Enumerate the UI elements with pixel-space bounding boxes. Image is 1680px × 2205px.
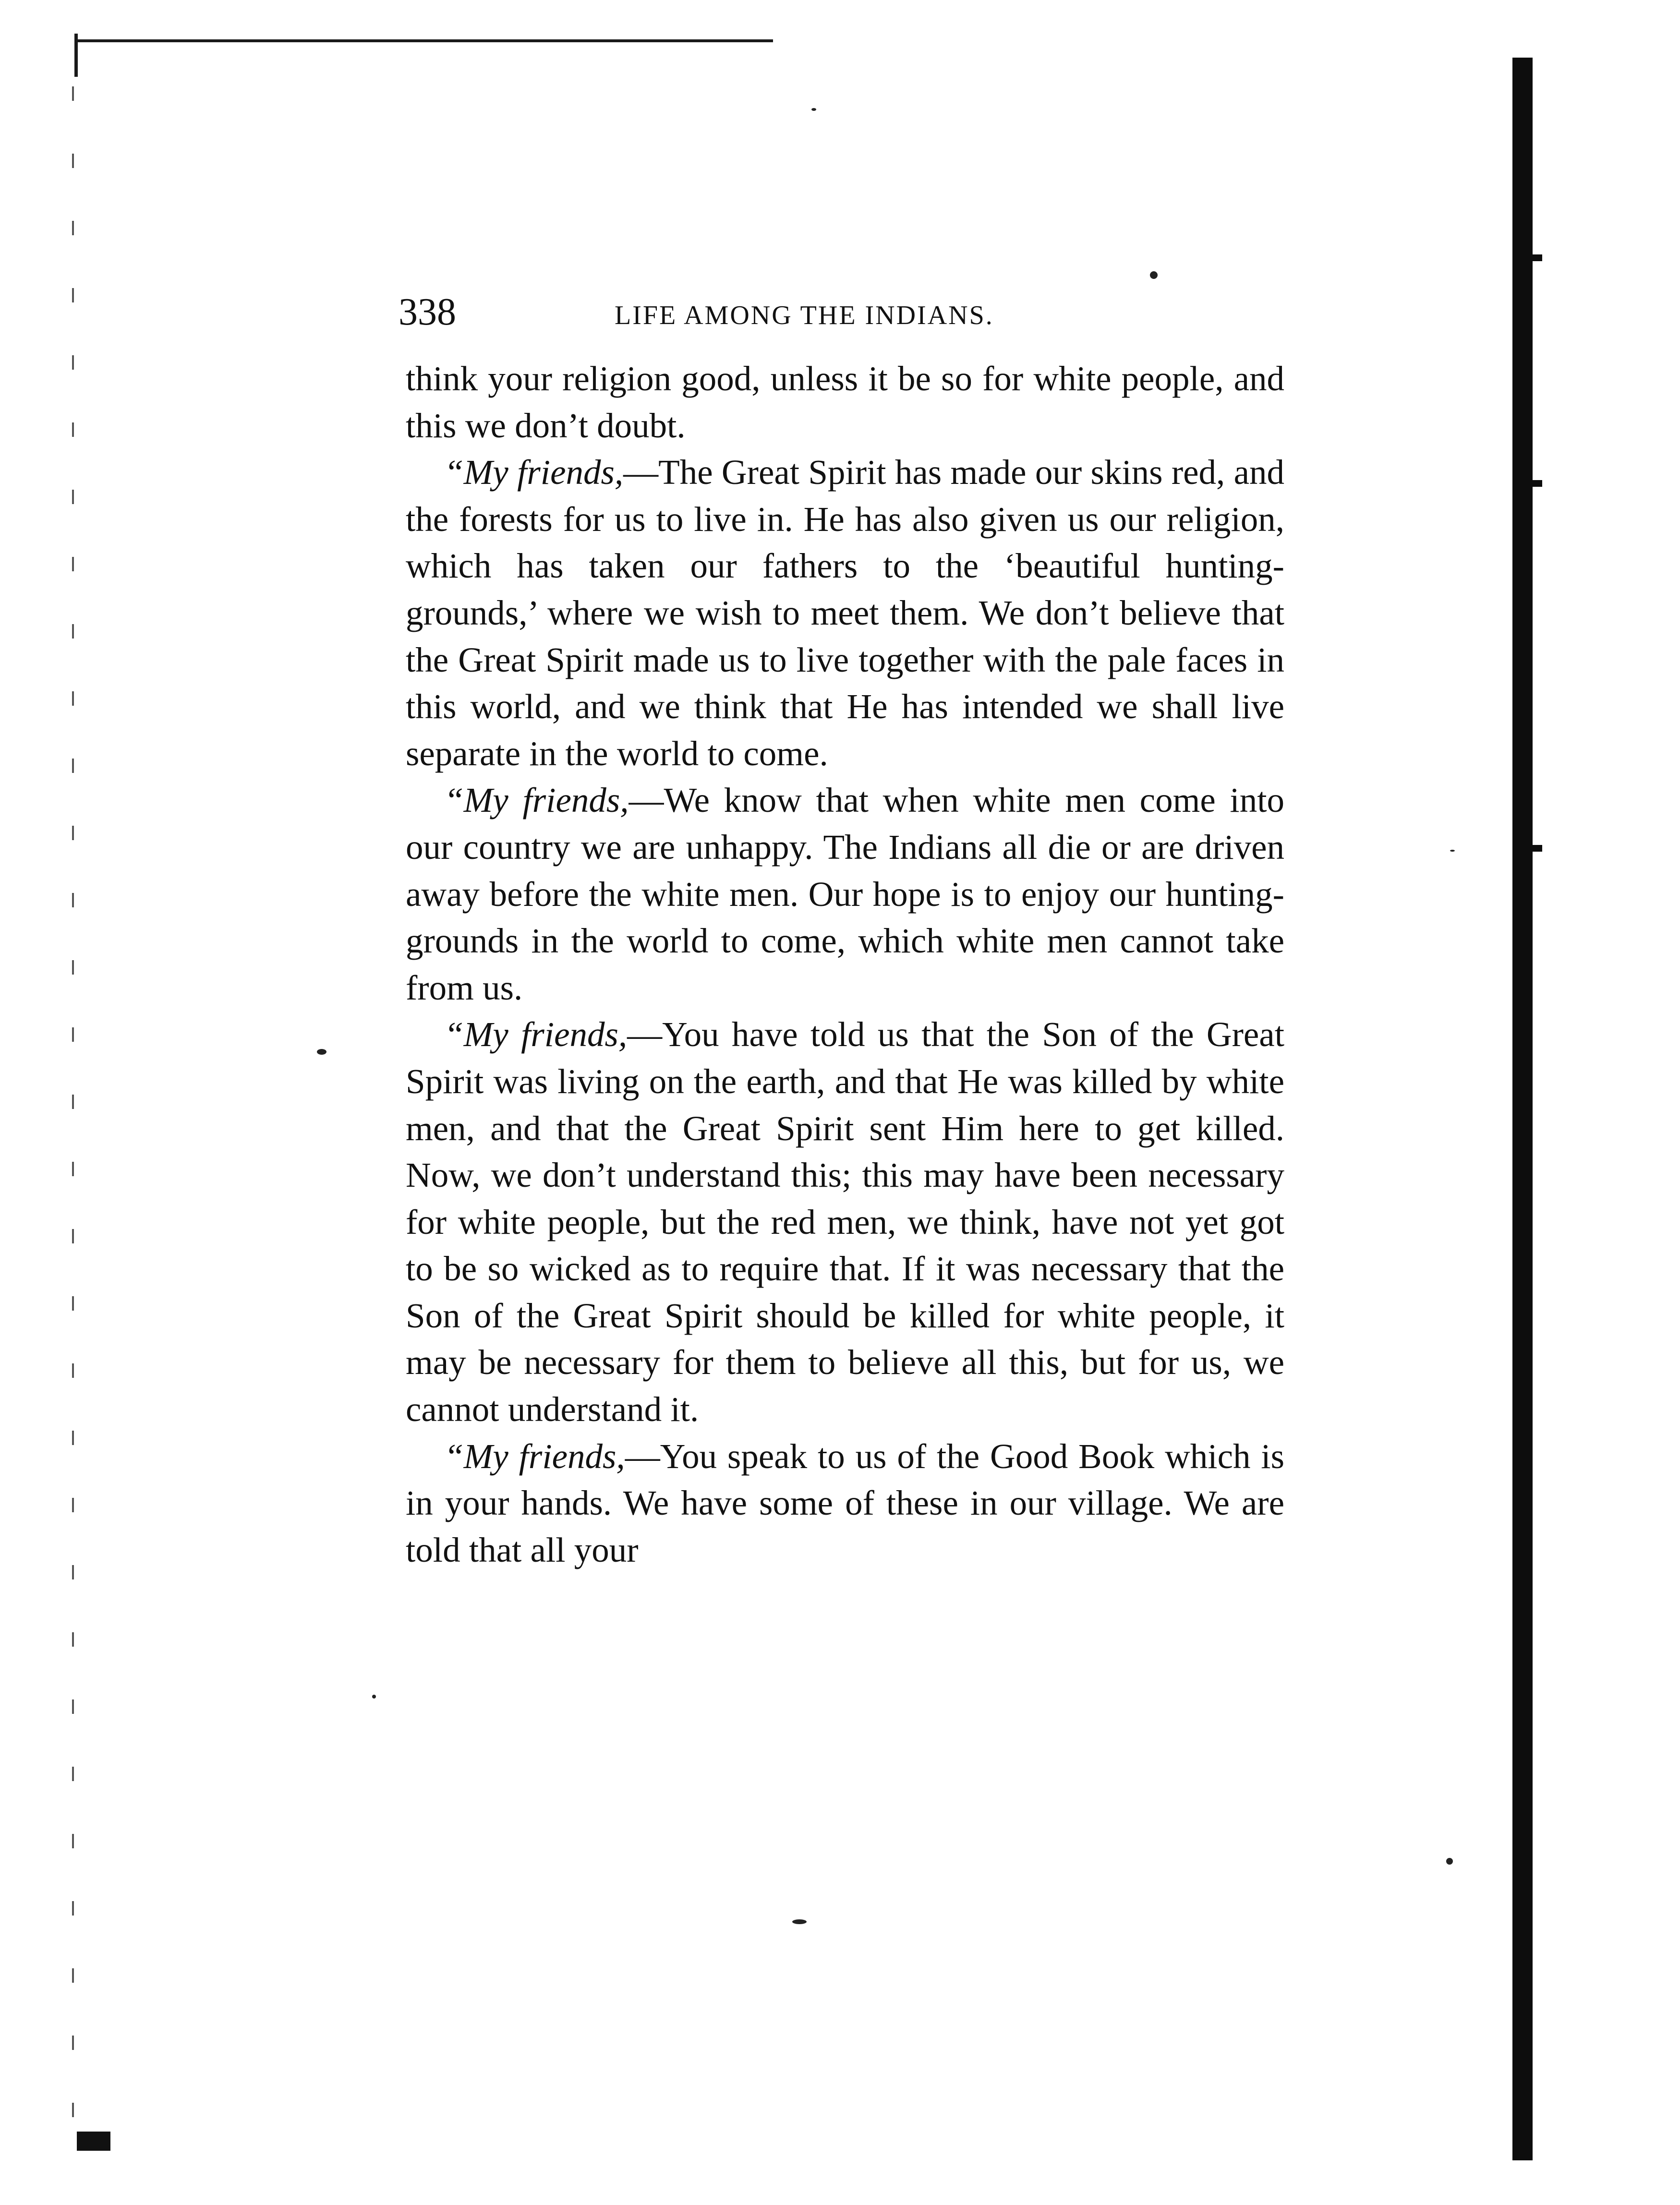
scan-speck (317, 1049, 326, 1055)
paragraph-text: —The Great Spirit has made our skins red, and the forests for us to live in. He has also given us our religion, which has taken our fathers to the ‘beautiful hunting-grounds,’ where we wish to meet them. We don’t believe that the Great Spirit made us to live together with the pale faces in this world, and we think that He has intended we shall live separate in the world to come. (406, 453, 1284, 773)
scan-left-edge (72, 86, 74, 2132)
paragraph-salutation: “My friends, (444, 453, 624, 492)
scan-right-notch (1532, 254, 1542, 261)
scan-right-edge-bar (1512, 58, 1533, 2160)
paragraph-salutation: “My friends, (444, 781, 629, 820)
scan-right-notch (1532, 480, 1542, 487)
paragraph (406, 449, 1284, 777)
scan-left-corner (74, 34, 78, 77)
running-header (399, 288, 1287, 346)
body-text (406, 355, 1284, 1573)
paragraph (406, 777, 1284, 1011)
scan-bottom-left-mark (77, 2132, 110, 2151)
running-head-title: LIFE AMONG THE INDIANS. (615, 301, 994, 330)
paragraph (406, 1433, 1284, 1574)
scan-speck (372, 1695, 376, 1699)
paragraph-text: —We know that when white men come into our country we are unhappy. The Indians all die or are driven away before the white men. Our hope is to enjoy our hunting-grounds in the world to come, which white men cannot take from us. (406, 781, 1284, 1007)
scan-right-notch (1532, 845, 1542, 852)
scan-speck (792, 1919, 807, 1924)
paragraph-text: —You speak to us of the Good Book which is in your hands. We have some of these in our village. We are told that all your (406, 1436, 1285, 1569)
paragraph-text: —You have told us that the Son of the Great Spirit was living on the earth, and that He was killed by white men, and that the Great Spirit sent Him here to get killed. Now, we don’t understand this; this may have been necessary for white people, but the red men, we think, have not yet got to be so wicked as to require that. If it was necessary that the Son of the Great Spirit should be killed for white people, it may be necessary for them to believe all this, but for us, we cannot understand it. (406, 1015, 1284, 1429)
page-number: 338 (399, 291, 456, 333)
paragraph-text: think your religion good, unless it be so for white people, and this we don’t doubt. (406, 359, 1284, 445)
paragraph (406, 1011, 1284, 1433)
scan-speck (1446, 1858, 1453, 1865)
paragraph (406, 355, 1284, 449)
paragraph-salutation: “My friends, (444, 1015, 628, 1054)
paragraph-salutation: “My friends, (444, 1436, 625, 1476)
scan-speck (1150, 271, 1158, 279)
scan-top-rule (77, 39, 773, 42)
scan-speck (811, 108, 816, 111)
scan-speck (1450, 850, 1455, 852)
